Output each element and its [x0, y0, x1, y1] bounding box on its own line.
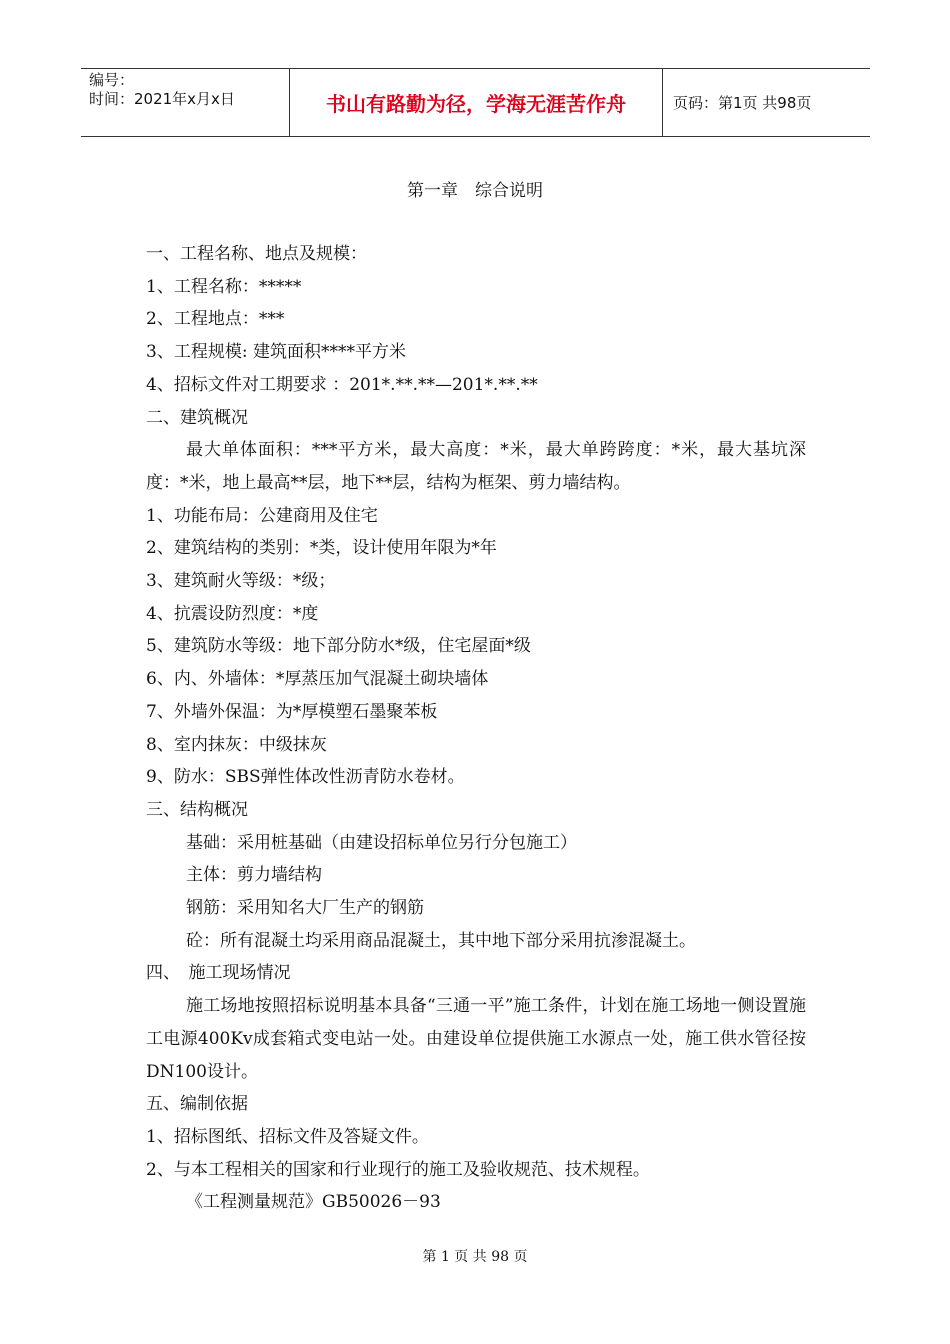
list-item: 5、建筑防水等级：地下部分防水*级，住宅屋面*级: [146, 636, 531, 657]
list-item: 2、工程地点：***: [146, 309, 285, 330]
list-item: 基础：采用桩基础（由建设招标单位另行分包施工）: [186, 832, 577, 853]
list-item: 1、招标图纸、招标文件及答疑文件。: [146, 1126, 429, 1147]
document-body: [146, 238, 806, 1219]
document-header: [81, 68, 870, 137]
section-heading: 三、结构概况: [146, 799, 248, 820]
list-item: 1、功能布局：公建商用及住宅: [146, 505, 378, 526]
list-item: 8、室内抹灰：中级抹灰: [146, 734, 327, 755]
section-heading: 五、编制依据: [146, 1094, 248, 1115]
list-item: 9、防水：SBS弹性体改性沥青防水卷材。: [146, 767, 465, 788]
list-item: 1、工程名称：*****: [146, 276, 302, 297]
list-item: 2、建筑结构的类别：*类，设计使用年限为*年: [146, 538, 497, 559]
header-page-info: 页码：第1页 共98页: [673, 94, 812, 112]
code-label: 编号：: [89, 71, 135, 89]
list-item: 7、外墙外保温：为*厚模塑石墨聚苯板: [146, 701, 438, 722]
list-item: 钢筋：采用知名大厂生产的钢筋: [186, 898, 424, 919]
list-item: 3、工程规模: 建筑面积****平方米: [146, 342, 406, 363]
list-item: 6、内、外墙体：*厚蒸压加气混凝土砌块墙体: [146, 669, 489, 690]
section-heading: 四、 施工现场情况: [146, 963, 291, 984]
list-item: 4、抗震设防烈度：*度: [146, 603, 319, 624]
page-footer: 第 1 页 共 98 页: [422, 1249, 528, 1265]
header-motto: 书山有路勤为径，学海无涯苦作舟: [290, 69, 663, 136]
list-item: 2、与本工程相关的国家和行业现行的施工及验收规范、技术规程。: [146, 1159, 650, 1180]
paragraph: 最大单体面积：***平方米，最大高度：*米，最大单跨跨度：*米，最大基坑深度：*米，地上最高**层，地下**层，结构为框架、剪力墙结构。: [146, 440, 806, 493]
section-heading: 一、工程名称、地点及规模：: [146, 244, 367, 264]
list-item: 主体：剪力墙结构: [186, 865, 322, 886]
list-item: 《工程测量规范》GB50026－93: [186, 1192, 441, 1213]
list-item: 4、招标文件对工期要求 ：201*.**.**—201*.**.**: [146, 374, 538, 395]
list-item: 3、建筑耐火等级：*级；: [146, 571, 336, 592]
header-meta: [81, 69, 290, 136]
list-item: 砼：所有混凝土均采用商品混凝土，其中地下部分采用抗渗混凝土。: [186, 930, 696, 951]
chapter-title: 第一章 综合说明: [407, 181, 543, 201]
paragraph: 施工场地按照招标说明基本具备“三通一平”施工条件，计划在施工场地一侧设置施工电源400Kv成套箱式变电站一处。由建设单位提供施工水源点一处，施工供水管径按DN100设计。: [146, 996, 806, 1082]
section-heading: 二、建筑概况: [146, 407, 248, 428]
date-label: 时间：2021年x月x日: [89, 90, 235, 108]
